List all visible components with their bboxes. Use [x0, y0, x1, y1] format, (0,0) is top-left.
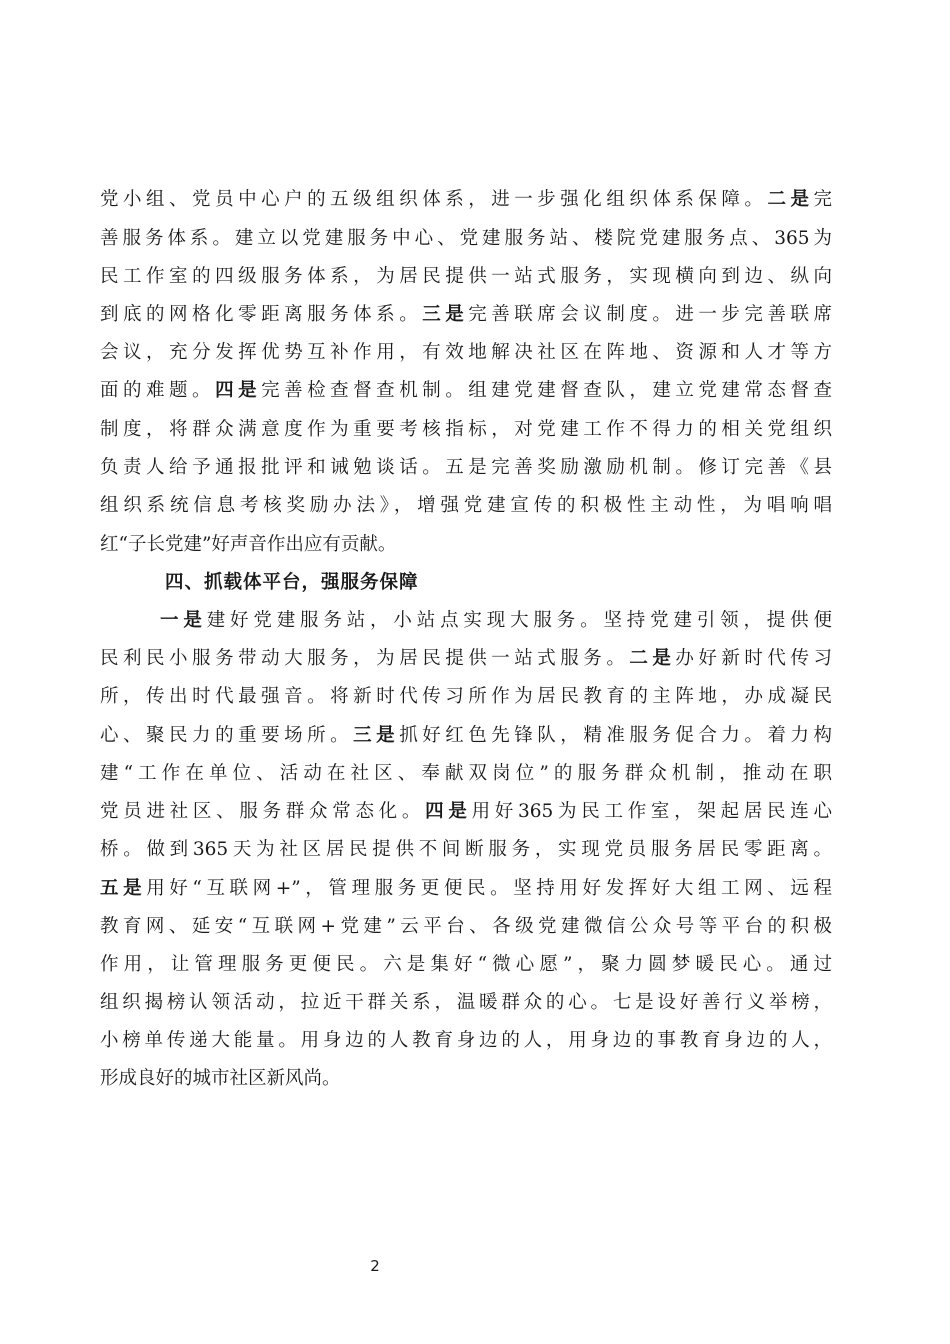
- text-line: 组织揭榜认领活动，拉近干群关系，温暖群众的心。七是设好善行义举榜，: [100, 992, 832, 1013]
- text-line: [160, 606, 832, 636]
- text-line: 组织系统信息考核奖励办法》，增强党建宣传的积极性主动性，为唱响唱: [100, 495, 832, 516]
- text-line: 善服务体系。建立以党建服务中心、党建服务站、楼院党建服务点、365为: [100, 228, 832, 249]
- text-line: 教育网、延安“互联网+党建”云平台、各级党建微信公众号等平台的积极: [100, 916, 832, 937]
- text-run: 党员进社区、服务群众常态化。: [100, 801, 426, 822]
- text-run: 办好新时代传习: [675, 648, 832, 669]
- text-run: 抓好红色先锋队，精准服务促合力。着力构: [399, 725, 832, 746]
- text-line: 建“工作在单位、活动在社区、奉献双岗位”的服务群众机制，推动在职: [100, 763, 832, 784]
- bold-marker: 五是: [100, 878, 147, 899]
- text-line: 负责人给予通报批评和诫勉谈话。五是完善奖励激励机制。修订完善《县: [100, 457, 832, 478]
- text-line: [100, 797, 832, 827]
- text-run: 用好“互联网+”，管理服务更便民。坚持用好发挥好大组工网、远程: [146, 878, 832, 899]
- bold-marker: 二是: [629, 648, 676, 669]
- text-run: 完善检查督查机制。组建党建督查队，建立党建常态督查: [261, 380, 832, 401]
- text-line: 小榜单传递大能量。用身边的人教育身边的人，用身边的事教育身边的人，: [100, 1030, 832, 1051]
- text-run: 完: [813, 189, 832, 210]
- text-run: 党小组、党员中心户的五级组织体系，进一步强化组织体系保障。: [100, 189, 768, 210]
- text-line: 制度，将群众满意度作为重要考核指标，对党建工作不得力的相关党组织: [100, 419, 832, 440]
- text-line: 形成良好的城市社区新风尚。: [100, 1068, 341, 1089]
- text-line: [100, 721, 832, 751]
- text-run: 到底的网格化零距离服务体系。: [100, 304, 423, 325]
- text-run: 完善联席会议制度。进一步完善联席: [468, 304, 832, 325]
- text-line: [100, 874, 832, 904]
- bold-marker: 四是: [425, 801, 472, 822]
- bold-marker: 一是: [160, 610, 207, 631]
- bold-marker: 四是: [215, 380, 262, 401]
- text-run: 建好党建服务站，小站点实现大服务。坚持党建引领，提供便: [206, 610, 832, 631]
- text-line: [100, 185, 832, 215]
- page-number: 2: [370, 1257, 380, 1275]
- text-line: [100, 644, 832, 674]
- text-line: 红“子长党建”好声音作出应有贡献。: [100, 534, 397, 555]
- text-run: 民利民小服务带动大服务，为居民提供一站式服务。: [100, 648, 630, 669]
- text-line: 桥。做到365天为社区居民提供不间断服务，实现党员服务居民零距离。: [100, 839, 832, 860]
- text-run: 心、聚民力的重要场所。: [100, 725, 354, 746]
- text-line: [100, 300, 832, 330]
- bold-marker: 三是: [422, 304, 469, 325]
- text-line: 会议，充分发挥优势互补作用，有效地解决社区在阵地、资源和人才等方: [100, 342, 832, 363]
- text-run: 用好365为民工作室，架起居民连心: [471, 801, 832, 822]
- section-heading: 四、抓载体平台，强服务保障: [165, 572, 419, 593]
- text-line: 民工作室的四级服务体系，为居民提供一站式服务，实现横向到边、纵向: [100, 266, 832, 287]
- text-run: 面的难题。: [100, 380, 216, 401]
- text-line: 所，传出时代最强音。将新时代传习所作为居民教育的主阵地，办成凝民: [100, 686, 832, 707]
- text-line: [100, 376, 832, 406]
- bold-marker: 二是: [767, 189, 814, 210]
- bold-marker: 三是: [353, 725, 400, 746]
- text-line: 作用，让管理服务更便民。六是集好“微心愿”，聚力圆梦暖民心。通过: [100, 954, 832, 975]
